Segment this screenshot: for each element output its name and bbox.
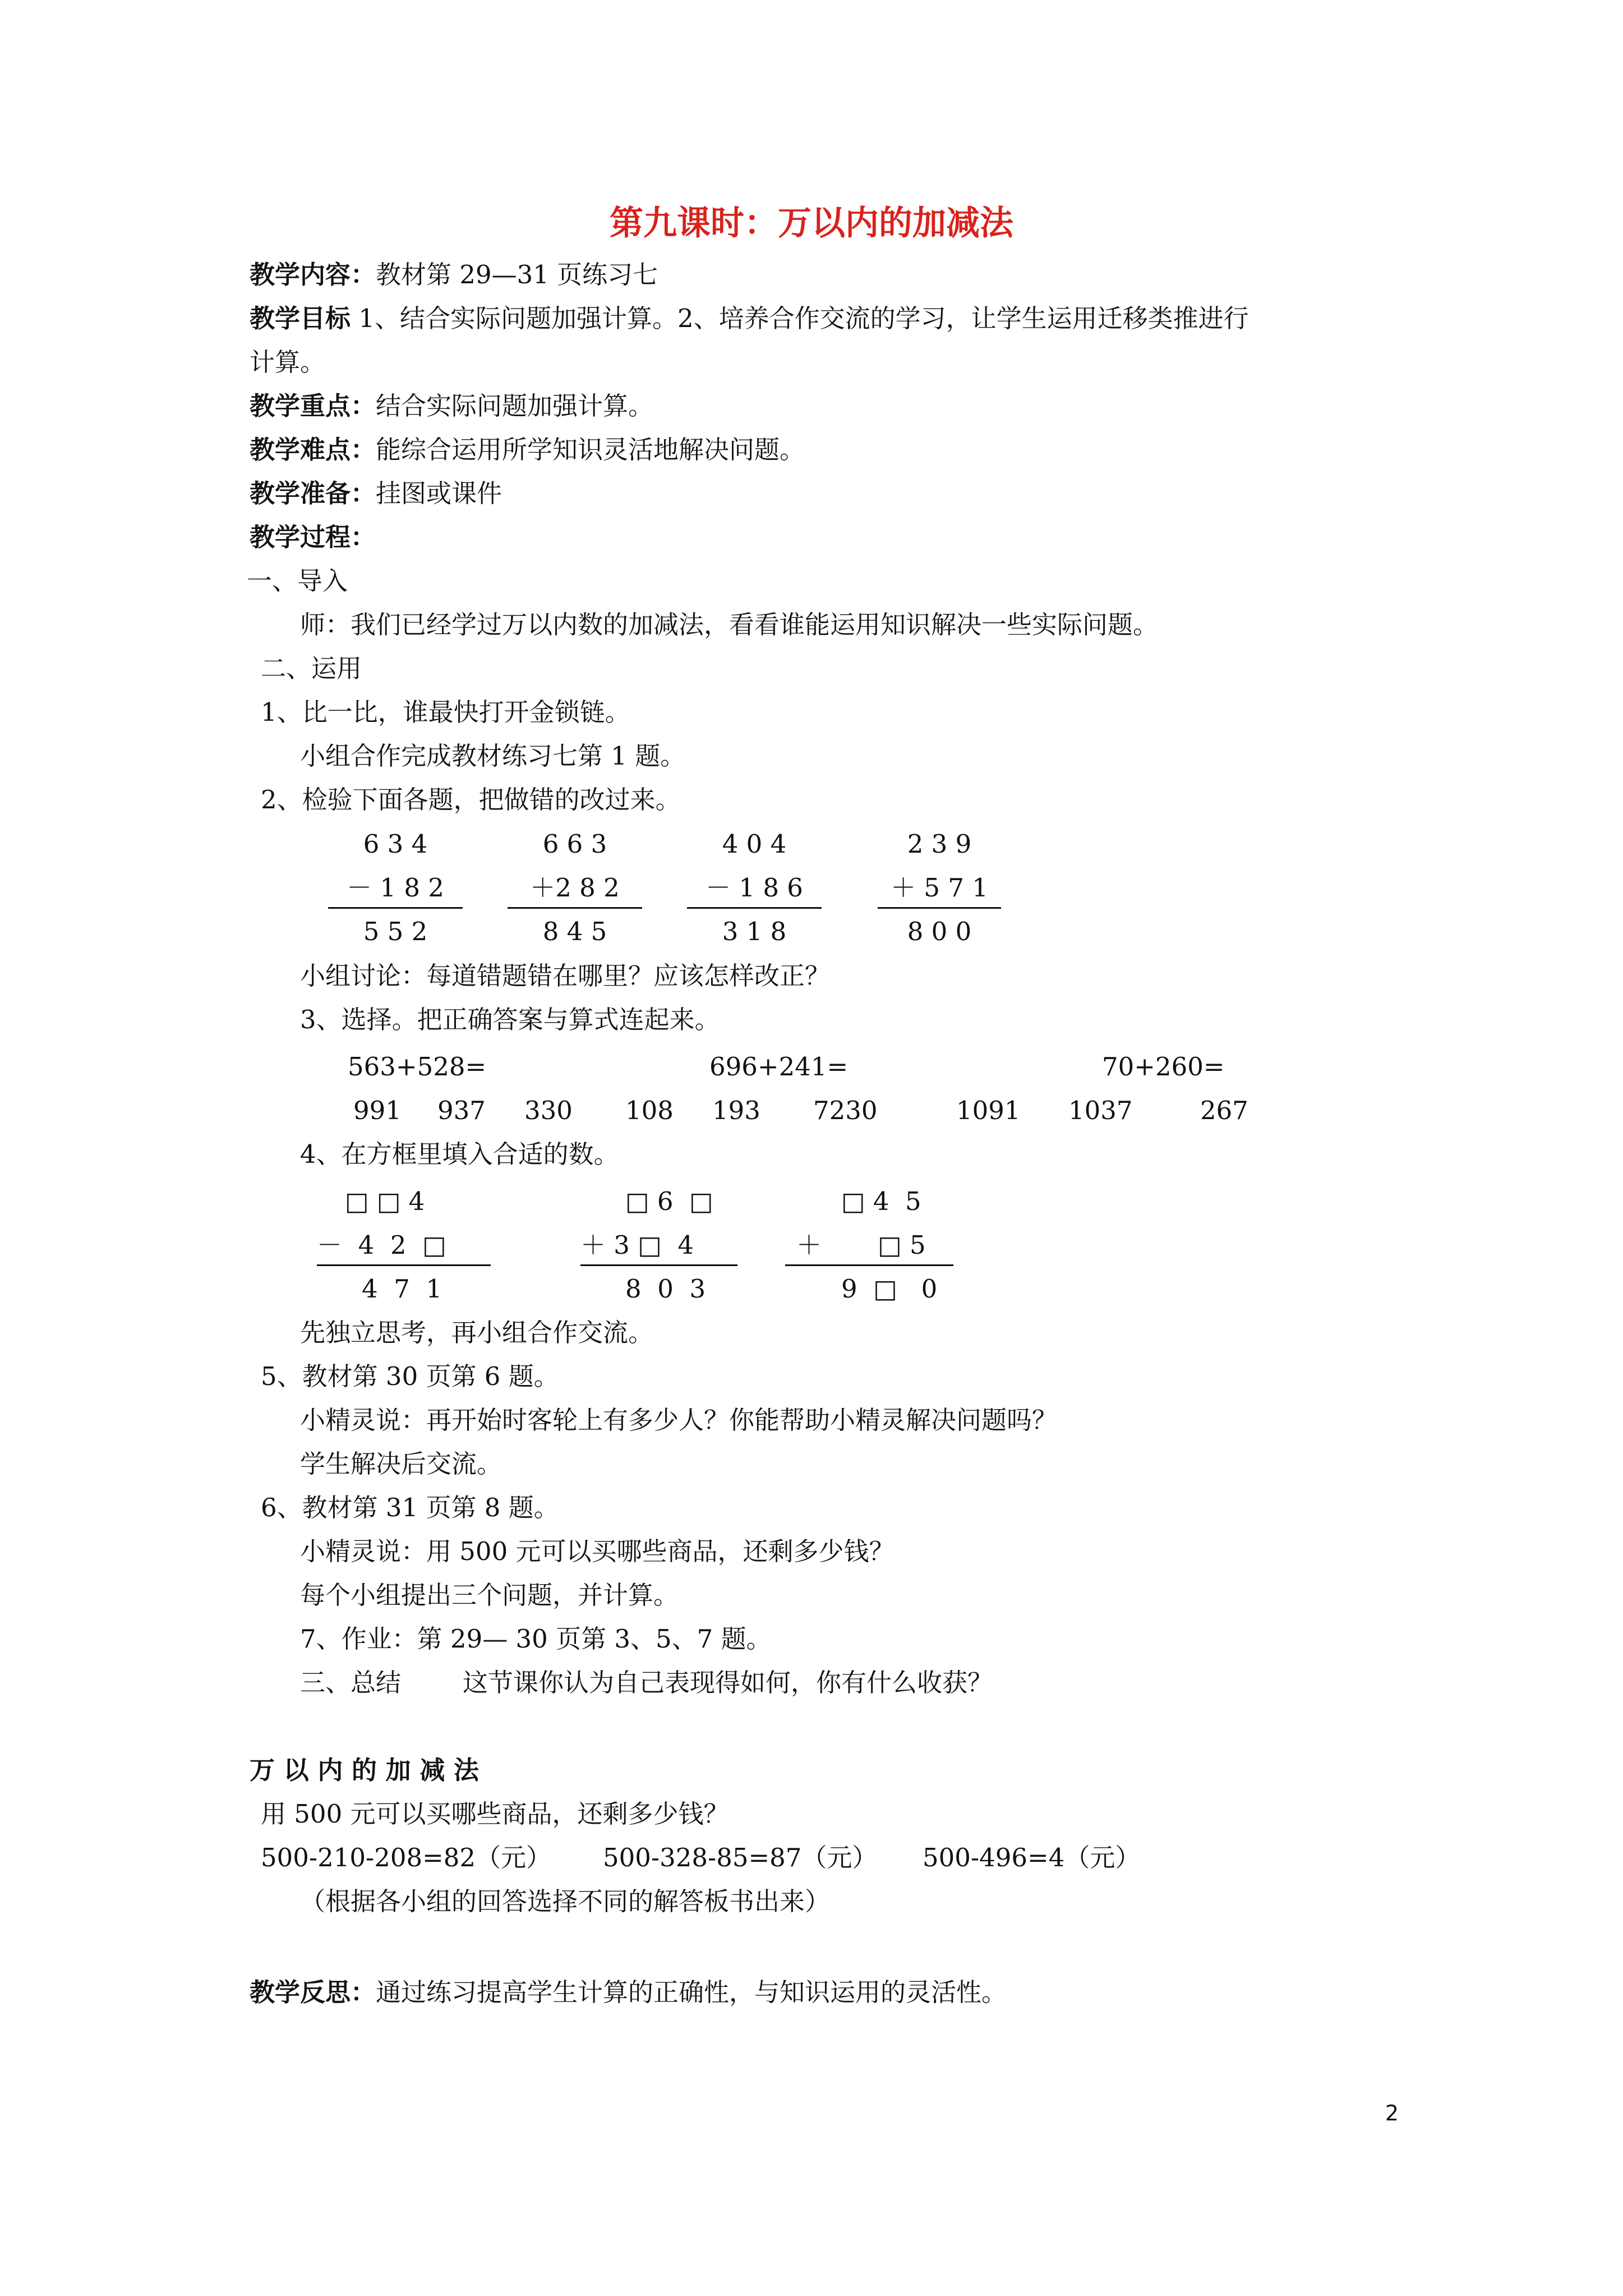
section-summary [300, 1666, 993, 1700]
calc-bottom: ＋2 8 2 [530, 873, 620, 903]
answer-option: 108 [625, 1096, 674, 1125]
prep-label: 教学准备： [250, 478, 376, 508]
calc-bottom: － 1 8 2 [347, 873, 444, 903]
difficulty-line [250, 433, 805, 467]
choose-expr-2: 696+241= [709, 1052, 849, 1082]
summary-text: 这节课你认为自己表现得如何，你有什么收获？ [463, 1668, 993, 1697]
choose-expr-1: 563+528= [348, 1052, 487, 1082]
item-2: 2、检验下面各题，把做错的改过来。 [261, 785, 681, 815]
prep-value: 挂图或课件 [376, 478, 502, 508]
board-note: （根据各小组的回答选择不同的解答板书出来） [300, 1887, 831, 1916]
difficulty-value: 能综合运用所学知识灵活地解决问题。 [376, 435, 805, 464]
calc-bottom: － 1 8 6 [706, 873, 803, 903]
item-6-text-2: 每个小组提出三个问题，并计算。 [300, 1580, 679, 1610]
goal-label: 教学目标 [250, 303, 351, 333]
reflection-text: 通过练习提高学生计算的正确性，与知识运用的灵活性。 [376, 1977, 1007, 2007]
page-number: 2 [1385, 2101, 1399, 2125]
fill-rule [317, 1264, 491, 1266]
vertical-calc-4 [844, 827, 1035, 946]
fill-result: 4 7 1 [362, 1274, 442, 1304]
section-intro: 一、导入 [247, 566, 348, 596]
key-line [250, 389, 653, 423]
page-title: 第九课时：万以内的加减法 [610, 204, 1013, 243]
fill-bottom: － 4 2 □ [317, 1230, 446, 1260]
item-5-text-2: 学生解决后交流。 [300, 1449, 502, 1479]
board-question: 用 500 元可以买哪些商品，还剩多少钱？ [261, 1799, 729, 1829]
fill-calc-2 [580, 1185, 771, 1304]
goal-value-1: 1、结合实际问题加强计算。2、培养合作交流的学习，让学生运用迁移类推进行 [351, 303, 1249, 333]
item-1: 1、比一比，谁最快打开金锁链。 [261, 697, 630, 727]
section-apply: 二、运用 [261, 654, 362, 683]
calc-rule [878, 907, 1001, 909]
answer-option: 991 [353, 1096, 402, 1125]
fill-result: 8 0 3 [625, 1274, 706, 1304]
calc-rule [328, 907, 463, 909]
item-6-text-1: 小精灵说：用 500 元可以买哪些商品，还剩多少钱？ [300, 1536, 895, 1566]
item-1-text: 小组合作完成教材练习七第 1 题。 [300, 741, 686, 771]
board-equation-3: 500-496=4（元） [923, 1843, 1141, 1872]
key-label: 教学重点： [250, 391, 376, 421]
item-3: 3、选择。把正确答案与算式连起来。 [300, 1005, 720, 1034]
difficulty-label: 教学难点： [250, 435, 376, 464]
item-5: 5、教材第 30 页第 6 题。 [261, 1361, 559, 1391]
board-heading: 万 以 内 的 加 减 法 [250, 1755, 479, 1785]
fill-bottom: ＋ □ 5 [796, 1230, 926, 1260]
fill-result: 9 □ 0 [841, 1274, 938, 1304]
calc-result: 8 0 0 [907, 917, 972, 946]
fill-calc-1 [317, 1185, 508, 1304]
calc-result: 3 1 8 [722, 917, 787, 946]
summary-label: 三、总结 [300, 1668, 402, 1697]
fill-bottom: ＋ 3 □ 4 [580, 1230, 694, 1260]
calc-rule [508, 907, 642, 909]
answer-option: 330 [524, 1096, 573, 1125]
answer-option: 1091 [956, 1096, 1021, 1125]
board-equation-1: 500-210-208=82（元） [261, 1843, 552, 1872]
key-value: 结合实际问题加强计算。 [376, 391, 654, 421]
content-value: 教材第 29—31 页练习七 [376, 260, 658, 289]
answer-option: 1037 [1068, 1096, 1133, 1125]
calc-rule [687, 907, 822, 909]
board-equation-2: 500-328-85=87（元） [603, 1843, 878, 1872]
vertical-calc-3 [659, 827, 850, 946]
calc-result: 5 5 2 [363, 917, 428, 946]
process-label: 教学过程： [250, 522, 376, 552]
content-line [250, 258, 658, 292]
reflection-line [250, 1976, 1007, 2009]
goal-line [250, 302, 1249, 335]
choose-expr-3: 70+260= [1102, 1052, 1225, 1082]
fill-top: □ □ 4 [345, 1186, 425, 1216]
item-5-text-1: 小精灵说：再开始时客轮上有多少人？你能帮助小精灵解决问题吗？ [300, 1405, 1058, 1435]
fill-rule [580, 1264, 737, 1266]
answer-option: 267 [1200, 1096, 1248, 1125]
calc-top: 6 6 3 [542, 829, 607, 859]
fill-top: □ 4 5 [841, 1186, 921, 1216]
fill-calc-3 [785, 1185, 976, 1304]
answer-option: 193 [712, 1096, 760, 1125]
answer-option: 7230 [813, 1096, 878, 1125]
item-7: 7、作业：第 29— 30 页第 3、5、7 题。 [300, 1624, 772, 1654]
calc-top: 4 0 4 [722, 829, 787, 859]
fill-rule [785, 1264, 953, 1266]
calc-result: 8 4 5 [542, 917, 607, 946]
intro-text: 师：我们已经学过万以内数的加减法，看看谁能运用知识解决一些实际问题。 [300, 610, 1159, 639]
item-6: 6、教材第 31 页第 8 题。 [261, 1493, 559, 1522]
prep-line [250, 477, 502, 510]
calc-top: 2 3 9 [907, 829, 972, 859]
fill-top: □ 6 □ [625, 1186, 713, 1216]
item-2-text: 小组讨论：每道错题错在哪里？应该怎样改正？ [300, 961, 831, 991]
goal-value-2: 计算。 [250, 347, 326, 377]
calc-top: 6 3 4 [363, 829, 428, 859]
item-4: 4、在方框里填入合适的数。 [300, 1139, 619, 1169]
vertical-calc-1 [300, 827, 491, 946]
content-label: 教学内容： [250, 260, 376, 289]
answer-option: 937 [437, 1096, 486, 1125]
reflection-label: 教学反思： [250, 1977, 376, 2007]
calc-bottom: ＋ 5 7 1 [891, 873, 988, 903]
vertical-calc-2 [479, 827, 670, 946]
item-4-text: 先独立思考，再小组合作交流。 [300, 1318, 654, 1347]
